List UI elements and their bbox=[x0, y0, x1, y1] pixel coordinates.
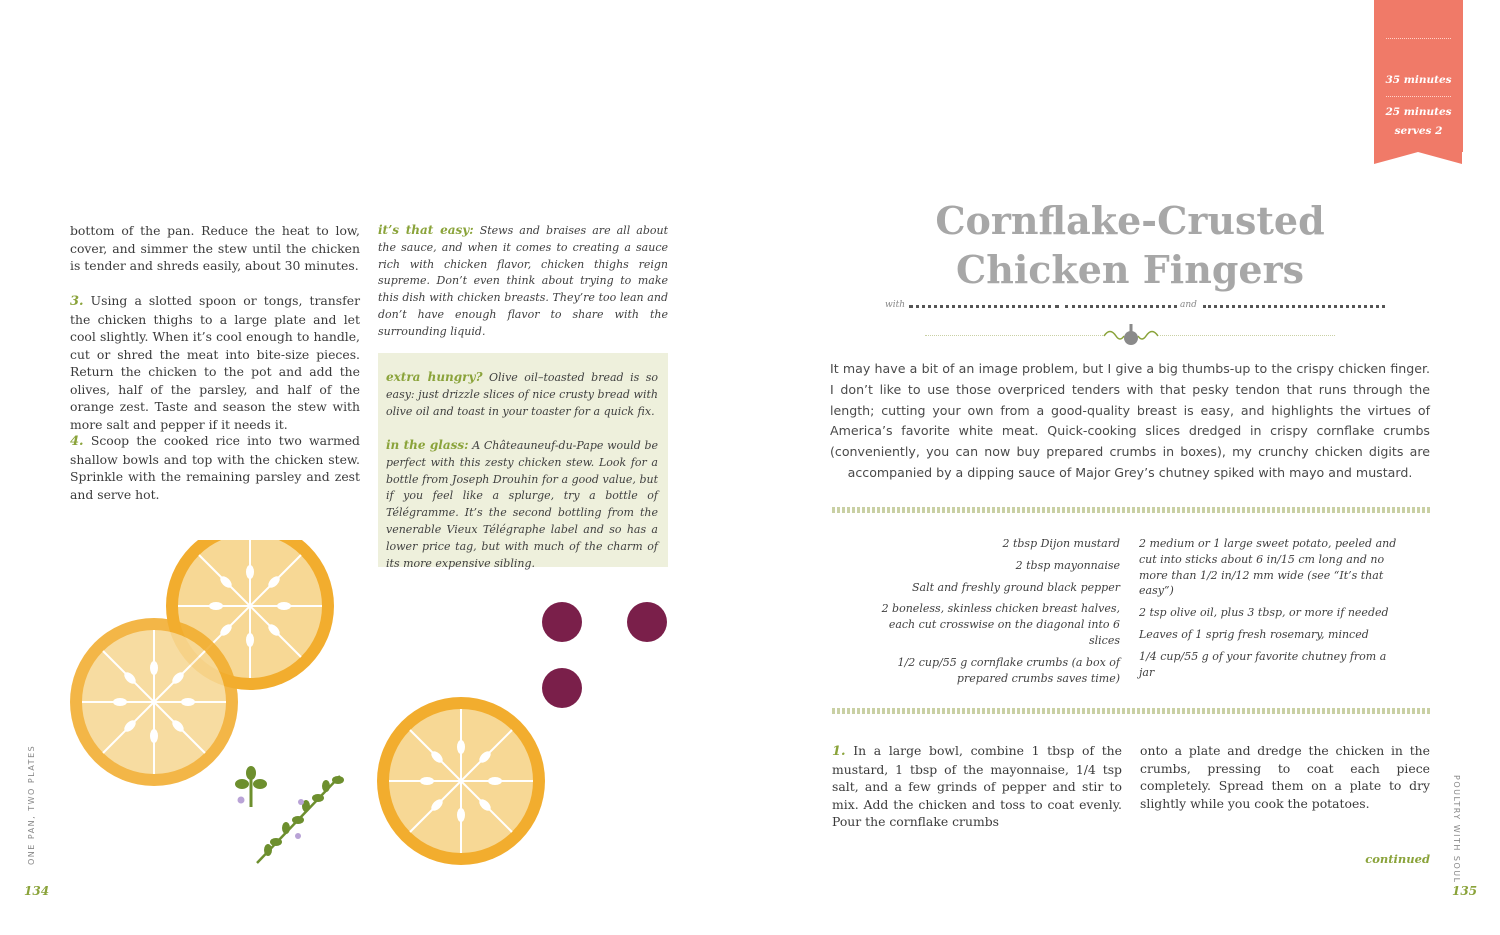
title-line-2: Chicken Fingers bbox=[955, 247, 1304, 292]
tip-easy bbox=[378, 222, 668, 341]
orange-slice-bottom bbox=[377, 697, 545, 865]
tip-heading: it’s that easy: bbox=[378, 223, 474, 237]
step-number: 1. bbox=[832, 744, 846, 759]
step-text: Using a slotted spoon or tongs, transfer the chicken thighs to a large plate and let cool slightly. When it’s cool enough to handle, cut or shred the meat into bite-size pieces. Return the chicken to the pot and add the olives, half of the parsley, and half of the orange zest. Taste and season the stew with more salt and pepper if it needs it. bbox=[70, 293, 360, 432]
ingredient-item: 2 boneless, skinless chicken breast halves, each cut crosswise on the diagonal into 6 slices bbox=[881, 602, 1120, 647]
skillet-icon bbox=[1100, 324, 1162, 346]
page-number-right: 135 bbox=[1452, 884, 1478, 898]
wavy-divider bbox=[832, 507, 1430, 513]
tip-text: Stews and braises are all about the sauce, and when it comes to creating a sauce rich with chicken flavor, chicken thighs reign supreme. Don’t even think about trying to make this dish with chicken breasts. They’re too lean and don’t have enough flavor to share with the surrounding liquid. bbox=[378, 224, 668, 338]
ornament-line-right bbox=[1160, 335, 1335, 336]
ribbon-divider bbox=[1386, 38, 1451, 39]
step-3 bbox=[70, 292, 360, 433]
active-time: 35 minutes bbox=[1385, 74, 1452, 86]
ribbon-tail bbox=[1374, 152, 1462, 164]
step-number: 3. bbox=[70, 294, 84, 309]
recipe-subtitle bbox=[885, 298, 1385, 314]
orange-slice-left bbox=[70, 618, 238, 786]
continued-label: continued bbox=[1365, 852, 1430, 866]
herb-sprig-small-icon bbox=[235, 766, 267, 807]
method-continued: bottom of the pan. Reduce the heat to low, cover, and simmer the stew until the chicken is tender and shreds easily, about 30 minutes. bbox=[70, 223, 360, 273]
recipe-intro: It may have a bit of an image problem, but I give a big thumbs-up to the crispy chicken finger. I don’t like to use those overpriced tenders with that pesky tendon that runs through the length; cutting your own from a good-quality breast is easy, and highlights the virtues of America’s favorite white meat. Quick-cooking slices dredged in crispy cornflake crumbs (conveniently, you can now buy prepared crumbs in boxes), my crunchy chicken digits are accompanied by a dipping sauce of Major Grey’s chutney spiked with mayo and mustard. bbox=[830, 361, 1430, 480]
recipe-title bbox=[830, 196, 1430, 294]
servings: serves 2 bbox=[1394, 125, 1443, 137]
olive-icon bbox=[542, 668, 582, 708]
wavy-divider bbox=[832, 708, 1430, 714]
tip-text: A Châteauneuf-du-Pape would be perfect with this zesty chicken stew. Look for a bottle from Joseph Drouhin for a good value, but if you feel like a splurge, try a bottle of Télégramme. It’s the second bottling from the venerable Vieux Télégraphe label and so has a lower price tag, but with much of the charm of its more expensive sibling. bbox=[386, 439, 658, 570]
subtitle-obscured-text bbox=[909, 305, 1059, 308]
ingredient-item: 1/2 cup/55 g cornflake crumbs (a box of prepared crumbs saves time) bbox=[897, 655, 1120, 685]
step-1-part-b: onto a plate and dredge the chicken in the crumbs, pressing to coat each piece completely. Spread them on a plate to dry slightly while you cook the potatoes. bbox=[1140, 743, 1430, 811]
olive-icon bbox=[627, 602, 667, 642]
ingredient-item: 2 tsp olive oil, plus 3 tbsp, or more if needed bbox=[1139, 606, 1389, 620]
step-number: 4. bbox=[70, 434, 84, 449]
extra-hungry bbox=[386, 369, 658, 420]
ingredient-item: Leaves of 1 sprig fresh rosemary, minced bbox=[1139, 627, 1369, 641]
ingredients-column-right bbox=[1139, 536, 1401, 686]
subtitle-obscured-text bbox=[1065, 305, 1177, 308]
title-line-1: Cornflake-Crusted bbox=[935, 198, 1325, 243]
herb-sprig-long-icon bbox=[257, 776, 344, 863]
tip-heading: in the glass: bbox=[386, 438, 469, 452]
subtitle-and: and bbox=[1180, 300, 1197, 310]
step-text: In a large bowl, combine 1 tbsp of the mustard, 1 tbsp of the mayonnaise, 1/4 tsp salt, and a few grinds of pepper and stir to mix. Add the chicken and toss to coat evenly. Pour the cornflake crumbs bbox=[832, 743, 1122, 829]
tip-heading: extra hungry? bbox=[386, 370, 483, 384]
step-1-part-a bbox=[832, 742, 1122, 831]
ingredient-item: 2 tbsp Dijon mustard bbox=[1002, 537, 1120, 550]
olive-icon bbox=[542, 602, 582, 642]
ingredients-column-left bbox=[880, 536, 1120, 692]
left-side-label: ONE PAN, TWO PLATES bbox=[27, 744, 36, 865]
ingredient-item: 1/4 cup/55 g of your favorite chutney from a jar bbox=[1139, 649, 1387, 679]
tip-box bbox=[378, 353, 668, 570]
ingredient-item: Salt and freshly ground black pepper bbox=[912, 580, 1120, 594]
page-number-left: 134 bbox=[24, 884, 50, 898]
step-text: Scoop the cooked rice into two warmed shallow bowls and top with the chicken stew. Sprinkle with the remaining parsley and zest and serve hot. bbox=[70, 433, 360, 502]
ribbon-divider bbox=[1386, 96, 1451, 97]
right-side-label: POULTRY WITH SOUL bbox=[1452, 775, 1461, 884]
step-4 bbox=[70, 432, 360, 503]
total-time: 25 minutes bbox=[1385, 106, 1452, 118]
ornament-line-left bbox=[925, 335, 1105, 336]
orange-slices-illustration bbox=[0, 540, 720, 880]
ingredient-item: 2 tbsp mayonnaise bbox=[1015, 558, 1120, 572]
subtitle-obscured-text bbox=[1203, 305, 1385, 308]
ingredient-item: 2 medium or 1 large sweet potato, peeled and cut into sticks about 6 in/15 cm long and no more than 1/2 in/12 mm wide (see “It’s that easy”) bbox=[1139, 537, 1397, 598]
tip-text: Olive oil–toasted bread is so easy: just drizzle slices of nice crusty bread with olive oil and toast in your toaster for a quick fix. bbox=[386, 371, 659, 418]
subtitle-with: with bbox=[885, 300, 905, 310]
ribbon-banner bbox=[1374, 0, 1463, 152]
